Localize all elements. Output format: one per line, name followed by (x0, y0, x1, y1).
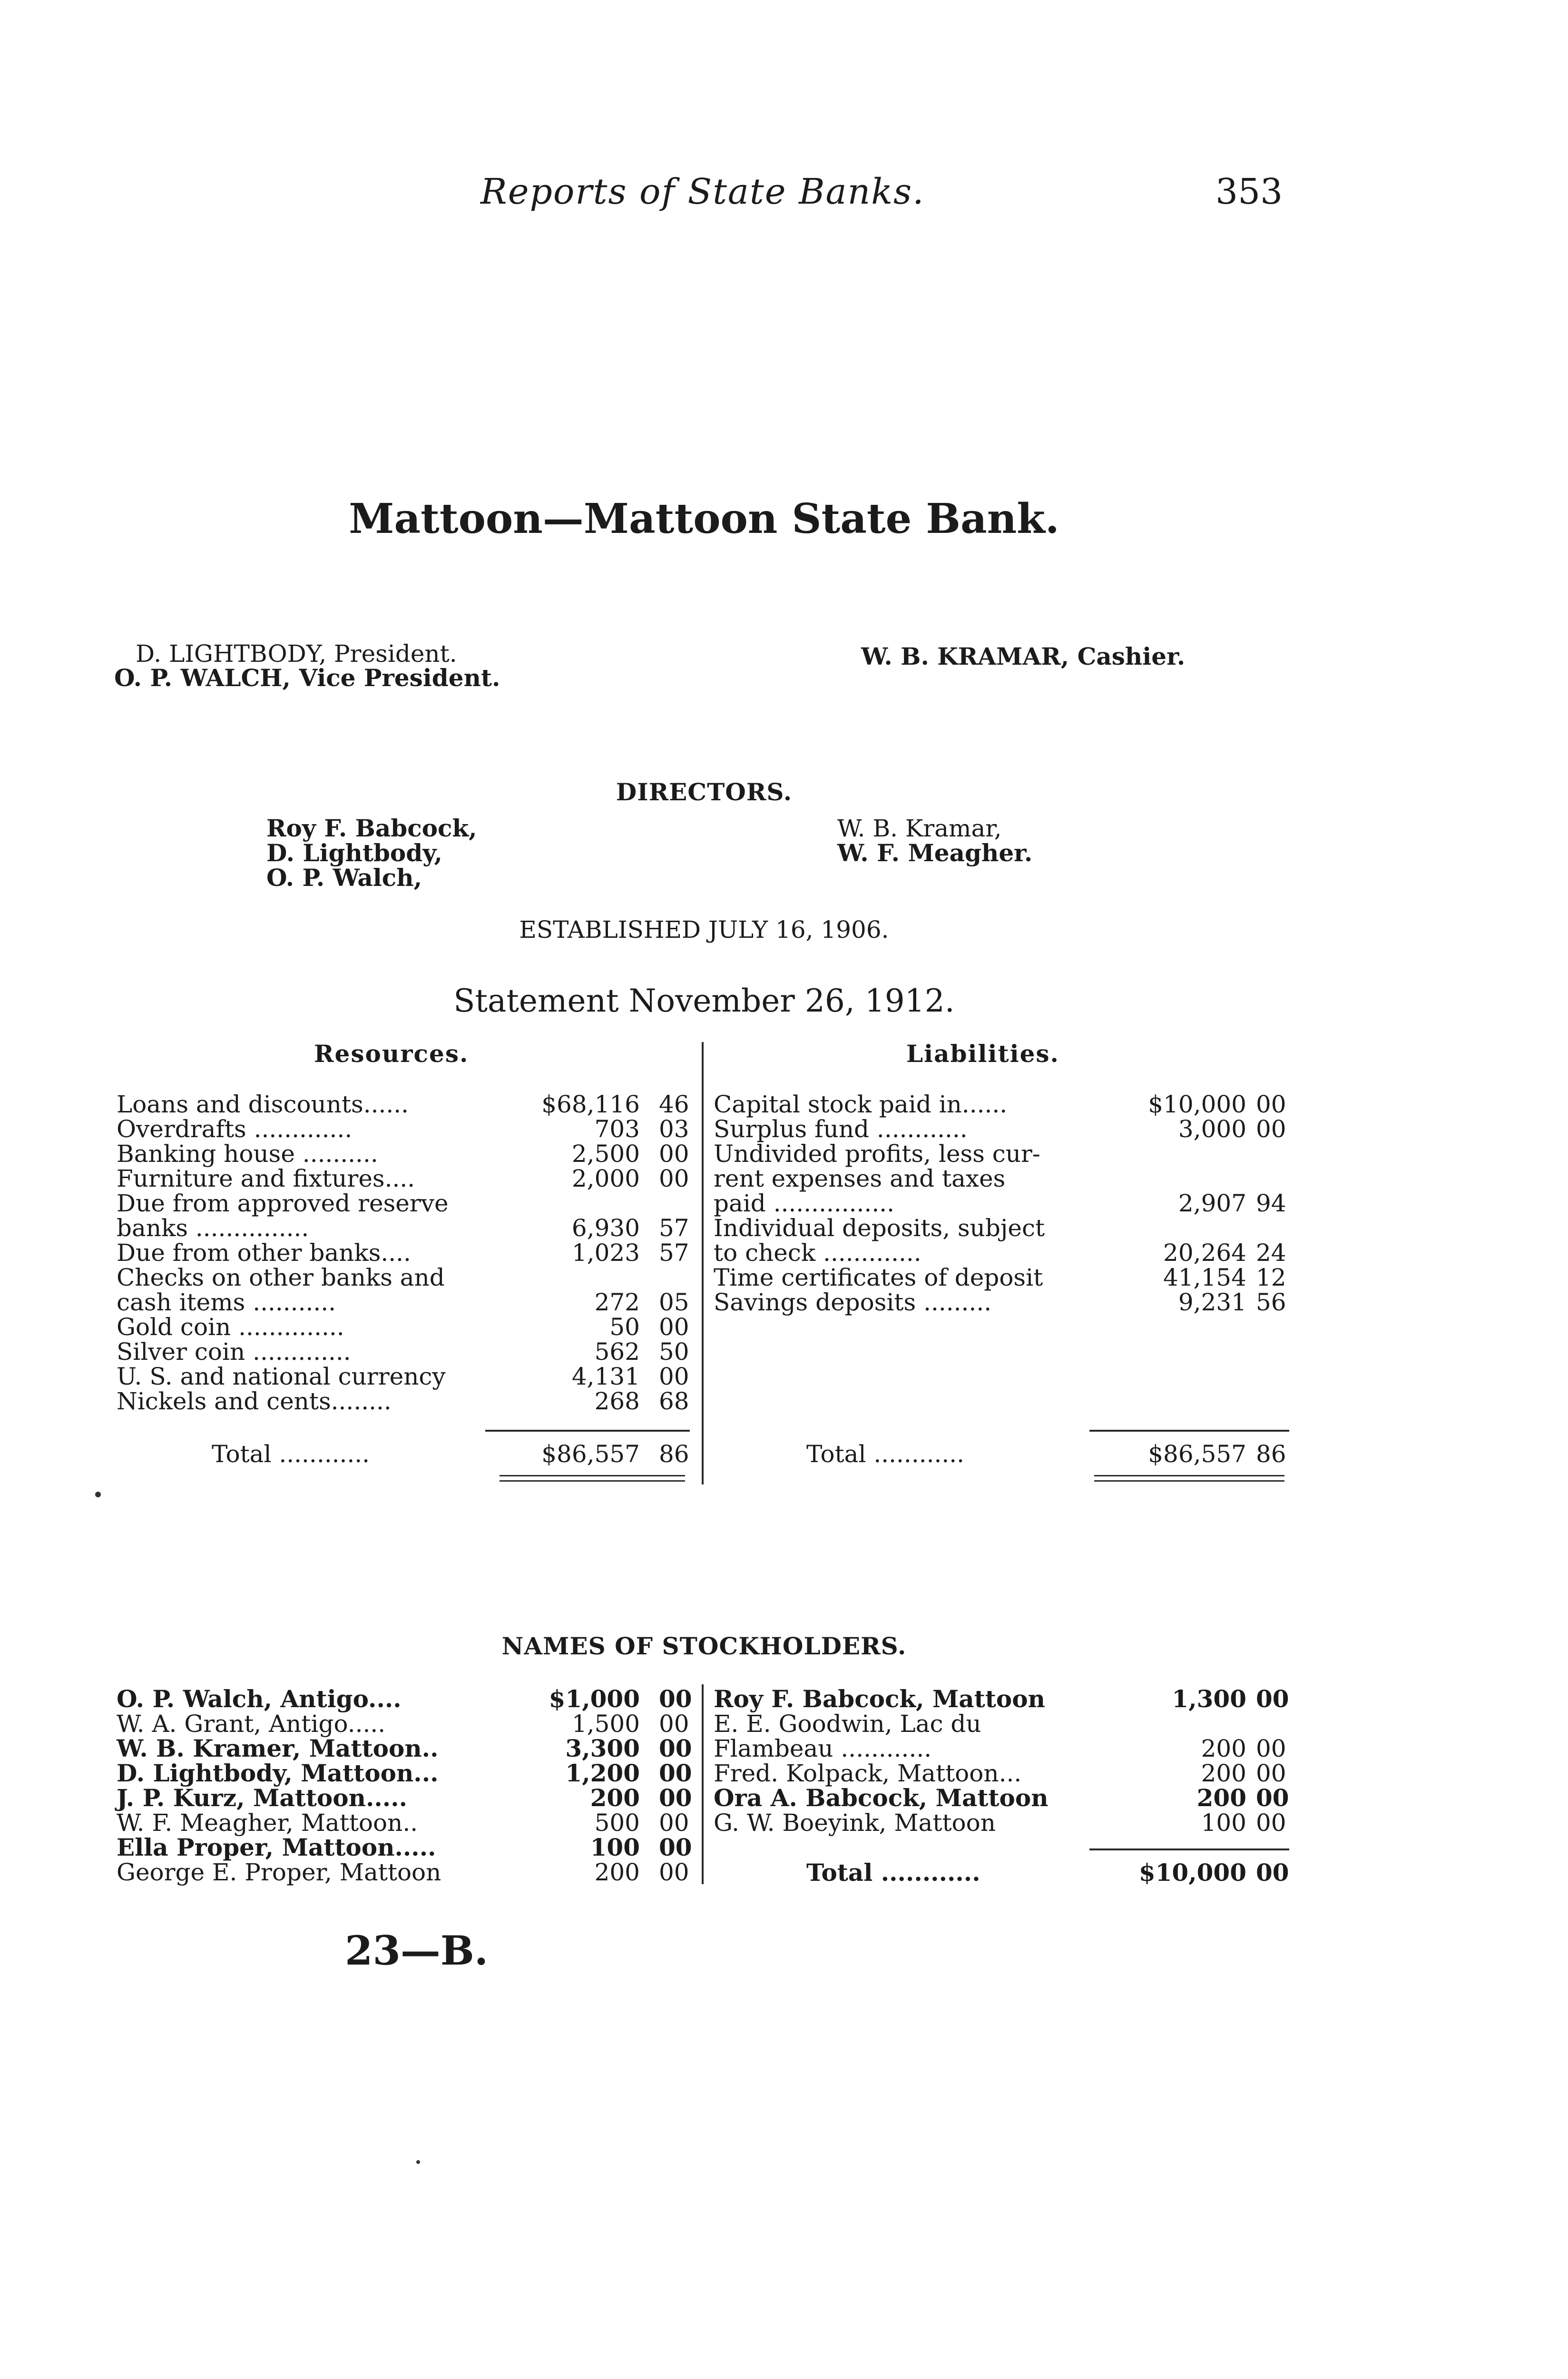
total-row: Total ............ $86,557 86 (212, 1440, 689, 1468)
stockholders-total (714, 1860, 1299, 1885)
liabilities-total (714, 1442, 1299, 1466)
row-cents: 00 (1256, 1760, 1286, 1787)
row-amount: 272 (594, 1288, 640, 1316)
row-label: W. F. Meagher, Mattoon.. (117, 1809, 418, 1837)
row-cents: 56 (1256, 1288, 1286, 1316)
bank-title: Mattoon—Mattoon State Bank. (349, 495, 1059, 543)
row-cents: 05 (659, 1288, 689, 1316)
row-cents: 00 (659, 1313, 689, 1341)
table-row (714, 1166, 1299, 1191)
row-label: Ella Proper, Mattoon..... (117, 1833, 436, 1861)
table-row (714, 1092, 1299, 1117)
table-row (117, 1092, 697, 1117)
row-label: Flambeau ............ (714, 1735, 932, 1762)
table-row (117, 1240, 697, 1265)
row-cents: 00 (659, 1710, 689, 1738)
row-label: Furniture and fixtures.... (117, 1165, 415, 1192)
row-amount: 200 (590, 1784, 640, 1812)
table-row (714, 1810, 1299, 1835)
row-cents: 00 (659, 1858, 689, 1886)
row-label: Due from approved reserve (117, 1190, 449, 1217)
statement-title: Statement November 26, 1912. (453, 983, 955, 1019)
row-label: Capital stock paid in...... (714, 1091, 1008, 1118)
row-cents: 12 (1256, 1264, 1286, 1291)
table-row (117, 1736, 697, 1761)
row-amount: 1,023 (571, 1239, 640, 1267)
row-label: E. E. Goodwin, Lac du (714, 1710, 981, 1738)
table-row (117, 1389, 697, 1414)
row-cents: 00 (659, 1734, 692, 1762)
stockholders-rule (1089, 1848, 1289, 1850)
row-cents: 57 (659, 1214, 689, 1242)
table-row (117, 1835, 697, 1860)
director-name: O. P. Walch, (266, 864, 422, 892)
table-row (117, 1810, 697, 1835)
row-label: Overdrafts ............. (117, 1115, 353, 1143)
table-row (117, 1315, 697, 1339)
total-row: Total ............ $10,000 00 (806, 1858, 1289, 1887)
directors-left-list (266, 816, 695, 890)
row-cents: 00 (659, 1140, 689, 1168)
directors-right-list (837, 816, 1265, 865)
table-row (117, 1265, 697, 1290)
row-label: Ora A. Babcock, Mattoon (714, 1784, 1049, 1812)
row-label: O. P. Walch, Antigo.... (117, 1685, 402, 1713)
row-amount: 100 (1201, 1809, 1246, 1837)
row-amount: 200 (1201, 1735, 1246, 1762)
row-amount: 100 (590, 1833, 640, 1861)
row-amount: $1,000 (549, 1685, 640, 1713)
row-amount: 3,300 (565, 1734, 640, 1762)
resources-rule (485, 1430, 690, 1432)
table-row (117, 1290, 697, 1315)
table-row (714, 1141, 1299, 1166)
table-row (117, 1711, 697, 1736)
statement-column-divider (702, 1042, 704, 1484)
resources-total (117, 1442, 697, 1466)
table-row (117, 1364, 697, 1389)
table-row (117, 1687, 697, 1711)
row-label: Undivided profits, less cur- (714, 1140, 1040, 1168)
director-name: W. F. Meagher. (837, 839, 1033, 867)
row-cents: 68 (659, 1387, 689, 1415)
liabilities-double-rule (1094, 1475, 1284, 1482)
signature-mark: 23—B. (345, 1927, 489, 1974)
print-speck (416, 2160, 420, 2164)
row-label: W. A. Grant, Antigo..... (117, 1710, 386, 1738)
row-label: Roy F. Babcock, Mattoon (714, 1685, 1045, 1713)
row-label: G. W. Boeyink, Mattoon (714, 1809, 996, 1837)
print-speck (95, 1492, 101, 1497)
table-row (714, 1786, 1299, 1810)
row-cents: 94 (1256, 1190, 1286, 1217)
row-cents: 00 (1256, 1115, 1286, 1143)
table-row (714, 1216, 1299, 1240)
row-amount: 703 (594, 1115, 640, 1143)
row-cents: 00 (659, 1833, 692, 1861)
row-amount: 41,154 (1163, 1264, 1246, 1291)
row-amount: 4,131 (571, 1363, 640, 1390)
row-cents: 00 (1256, 1735, 1286, 1762)
row-label: D. Lightbody, Mattoon... (117, 1759, 439, 1787)
director-name: Roy F. Babcock, (266, 814, 477, 842)
row-amount: 200 (1196, 1784, 1246, 1812)
table-row (117, 1761, 697, 1786)
row-label: banks ............... (117, 1214, 309, 1242)
row-cents: 00 (1256, 1091, 1286, 1118)
table-row (117, 1117, 697, 1141)
row-label: J. P. Kurz, Mattoon..... (117, 1784, 408, 1812)
officer-president: D. LIGHTBODY, President. (136, 640, 457, 668)
table-row (714, 1711, 1299, 1736)
row-cents: 00 (1256, 1685, 1289, 1713)
row-amount: 268 (594, 1387, 640, 1415)
row-amount: 1,200 (565, 1759, 640, 1787)
directors-heading: DIRECTORS. (616, 778, 793, 806)
resources-table (117, 1092, 697, 1414)
stockholders-heading: NAMES OF STOCKHOLDERS. (501, 1632, 907, 1660)
table-row (714, 1290, 1299, 1315)
liabilities-table (714, 1092, 1299, 1315)
row-amount: 200 (594, 1858, 640, 1886)
liabilities-heading: Liabilities. (906, 1040, 1059, 1068)
table-row (714, 1191, 1299, 1216)
row-amount: 9,231 (1178, 1288, 1246, 1316)
row-label: Banking house .......... (117, 1140, 378, 1168)
officer-cashier: W. B. KRAMAR, Cashier. (861, 642, 1186, 670)
director-name: W. B. Kramar, (837, 815, 1002, 842)
row-amount: 200 (1201, 1760, 1246, 1787)
director-name: D. Lightbody, (266, 839, 442, 867)
row-amount: 1,300 (1172, 1685, 1246, 1713)
row-label: Nickels and cents........ (117, 1387, 392, 1415)
row-label: cash items ........... (117, 1288, 336, 1316)
row-amount: 20,264 (1163, 1239, 1246, 1267)
established-line: ESTABLISHED JULY 16, 1906. (519, 916, 889, 944)
row-cents: 00 (1256, 1809, 1286, 1837)
table-row (714, 1117, 1299, 1141)
total-row: Total ............ $86,557 86 (806, 1440, 1286, 1468)
row-cents: 00 (659, 1809, 689, 1837)
row-label: Fred. Kolpack, Mattoon... (714, 1760, 1022, 1787)
row-label: Loans and discounts...... (117, 1091, 409, 1118)
row-cents: 50 (659, 1338, 689, 1366)
table-row (714, 1265, 1299, 1290)
liabilities-rule (1089, 1430, 1289, 1432)
row-amount: 50 (609, 1313, 640, 1341)
row-amount: $68,116 (541, 1091, 640, 1118)
table-row (117, 1860, 697, 1885)
table-row (117, 1216, 697, 1240)
row-label: rent expenses and taxes (714, 1165, 1006, 1192)
row-cents: 00 (659, 1759, 692, 1787)
row-cents: 00 (659, 1784, 692, 1812)
resources-double-rule (500, 1475, 685, 1482)
row-amount: 2,000 (571, 1165, 640, 1192)
row-cents: 03 (659, 1115, 689, 1143)
row-label: paid ................ (714, 1190, 895, 1217)
row-amount: 6,930 (571, 1214, 640, 1242)
row-cents: 00 (659, 1363, 689, 1390)
row-label: Checks on other banks and (117, 1264, 445, 1291)
table-row (117, 1141, 697, 1166)
table-row (714, 1240, 1299, 1265)
table-row (714, 1736, 1299, 1761)
resources-heading: Resources. (314, 1040, 469, 1068)
row-cents: 00 (659, 1165, 689, 1192)
page-number: 353 (1215, 171, 1283, 212)
row-cents: 00 (659, 1685, 692, 1713)
officer-vice-president: O. P. WALCH, Vice President. (114, 664, 500, 692)
row-amount: 500 (594, 1809, 640, 1837)
row-amount: 1,500 (571, 1710, 640, 1738)
row-label: George E. Proper, Mattoon (117, 1858, 441, 1886)
row-label: Individual deposits, subject (714, 1214, 1045, 1242)
row-cents: 57 (659, 1239, 689, 1267)
stockholders-column-divider (702, 1684, 704, 1884)
table-row (117, 1191, 697, 1216)
table-row (117, 1786, 697, 1810)
row-label: Gold coin .............. (117, 1313, 344, 1341)
row-label: W. B. Kramer, Mattoon.. (117, 1734, 439, 1762)
row-amount: 3,000 (1178, 1115, 1246, 1143)
row-label: Time certificates of deposit (714, 1264, 1043, 1291)
row-amount: 562 (594, 1338, 640, 1366)
row-amount: $10,000 (1148, 1091, 1246, 1118)
row-cents: 46 (659, 1091, 689, 1118)
stockholders-left-table (117, 1687, 697, 1885)
row-amount: 2,907 (1178, 1190, 1246, 1217)
row-label: Due from other banks.... (117, 1239, 411, 1267)
row-label: Silver coin ............. (117, 1338, 351, 1366)
table-row (117, 1166, 697, 1191)
row-amount: 2,500 (571, 1140, 640, 1168)
running-title: Reports of State Banks. (480, 171, 925, 212)
row-cents: 24 (1256, 1239, 1286, 1267)
table-row (117, 1339, 697, 1364)
row-label: to check ............. (714, 1239, 921, 1267)
table-row (714, 1761, 1299, 1786)
row-label: Surplus fund ............ (714, 1115, 968, 1143)
stockholders-right-table (714, 1687, 1299, 1835)
row-label: Savings deposits ......... (714, 1288, 992, 1316)
row-label: U. S. and national currency (117, 1363, 446, 1390)
row-cents: 00 (1256, 1784, 1289, 1812)
table-row (714, 1687, 1299, 1711)
